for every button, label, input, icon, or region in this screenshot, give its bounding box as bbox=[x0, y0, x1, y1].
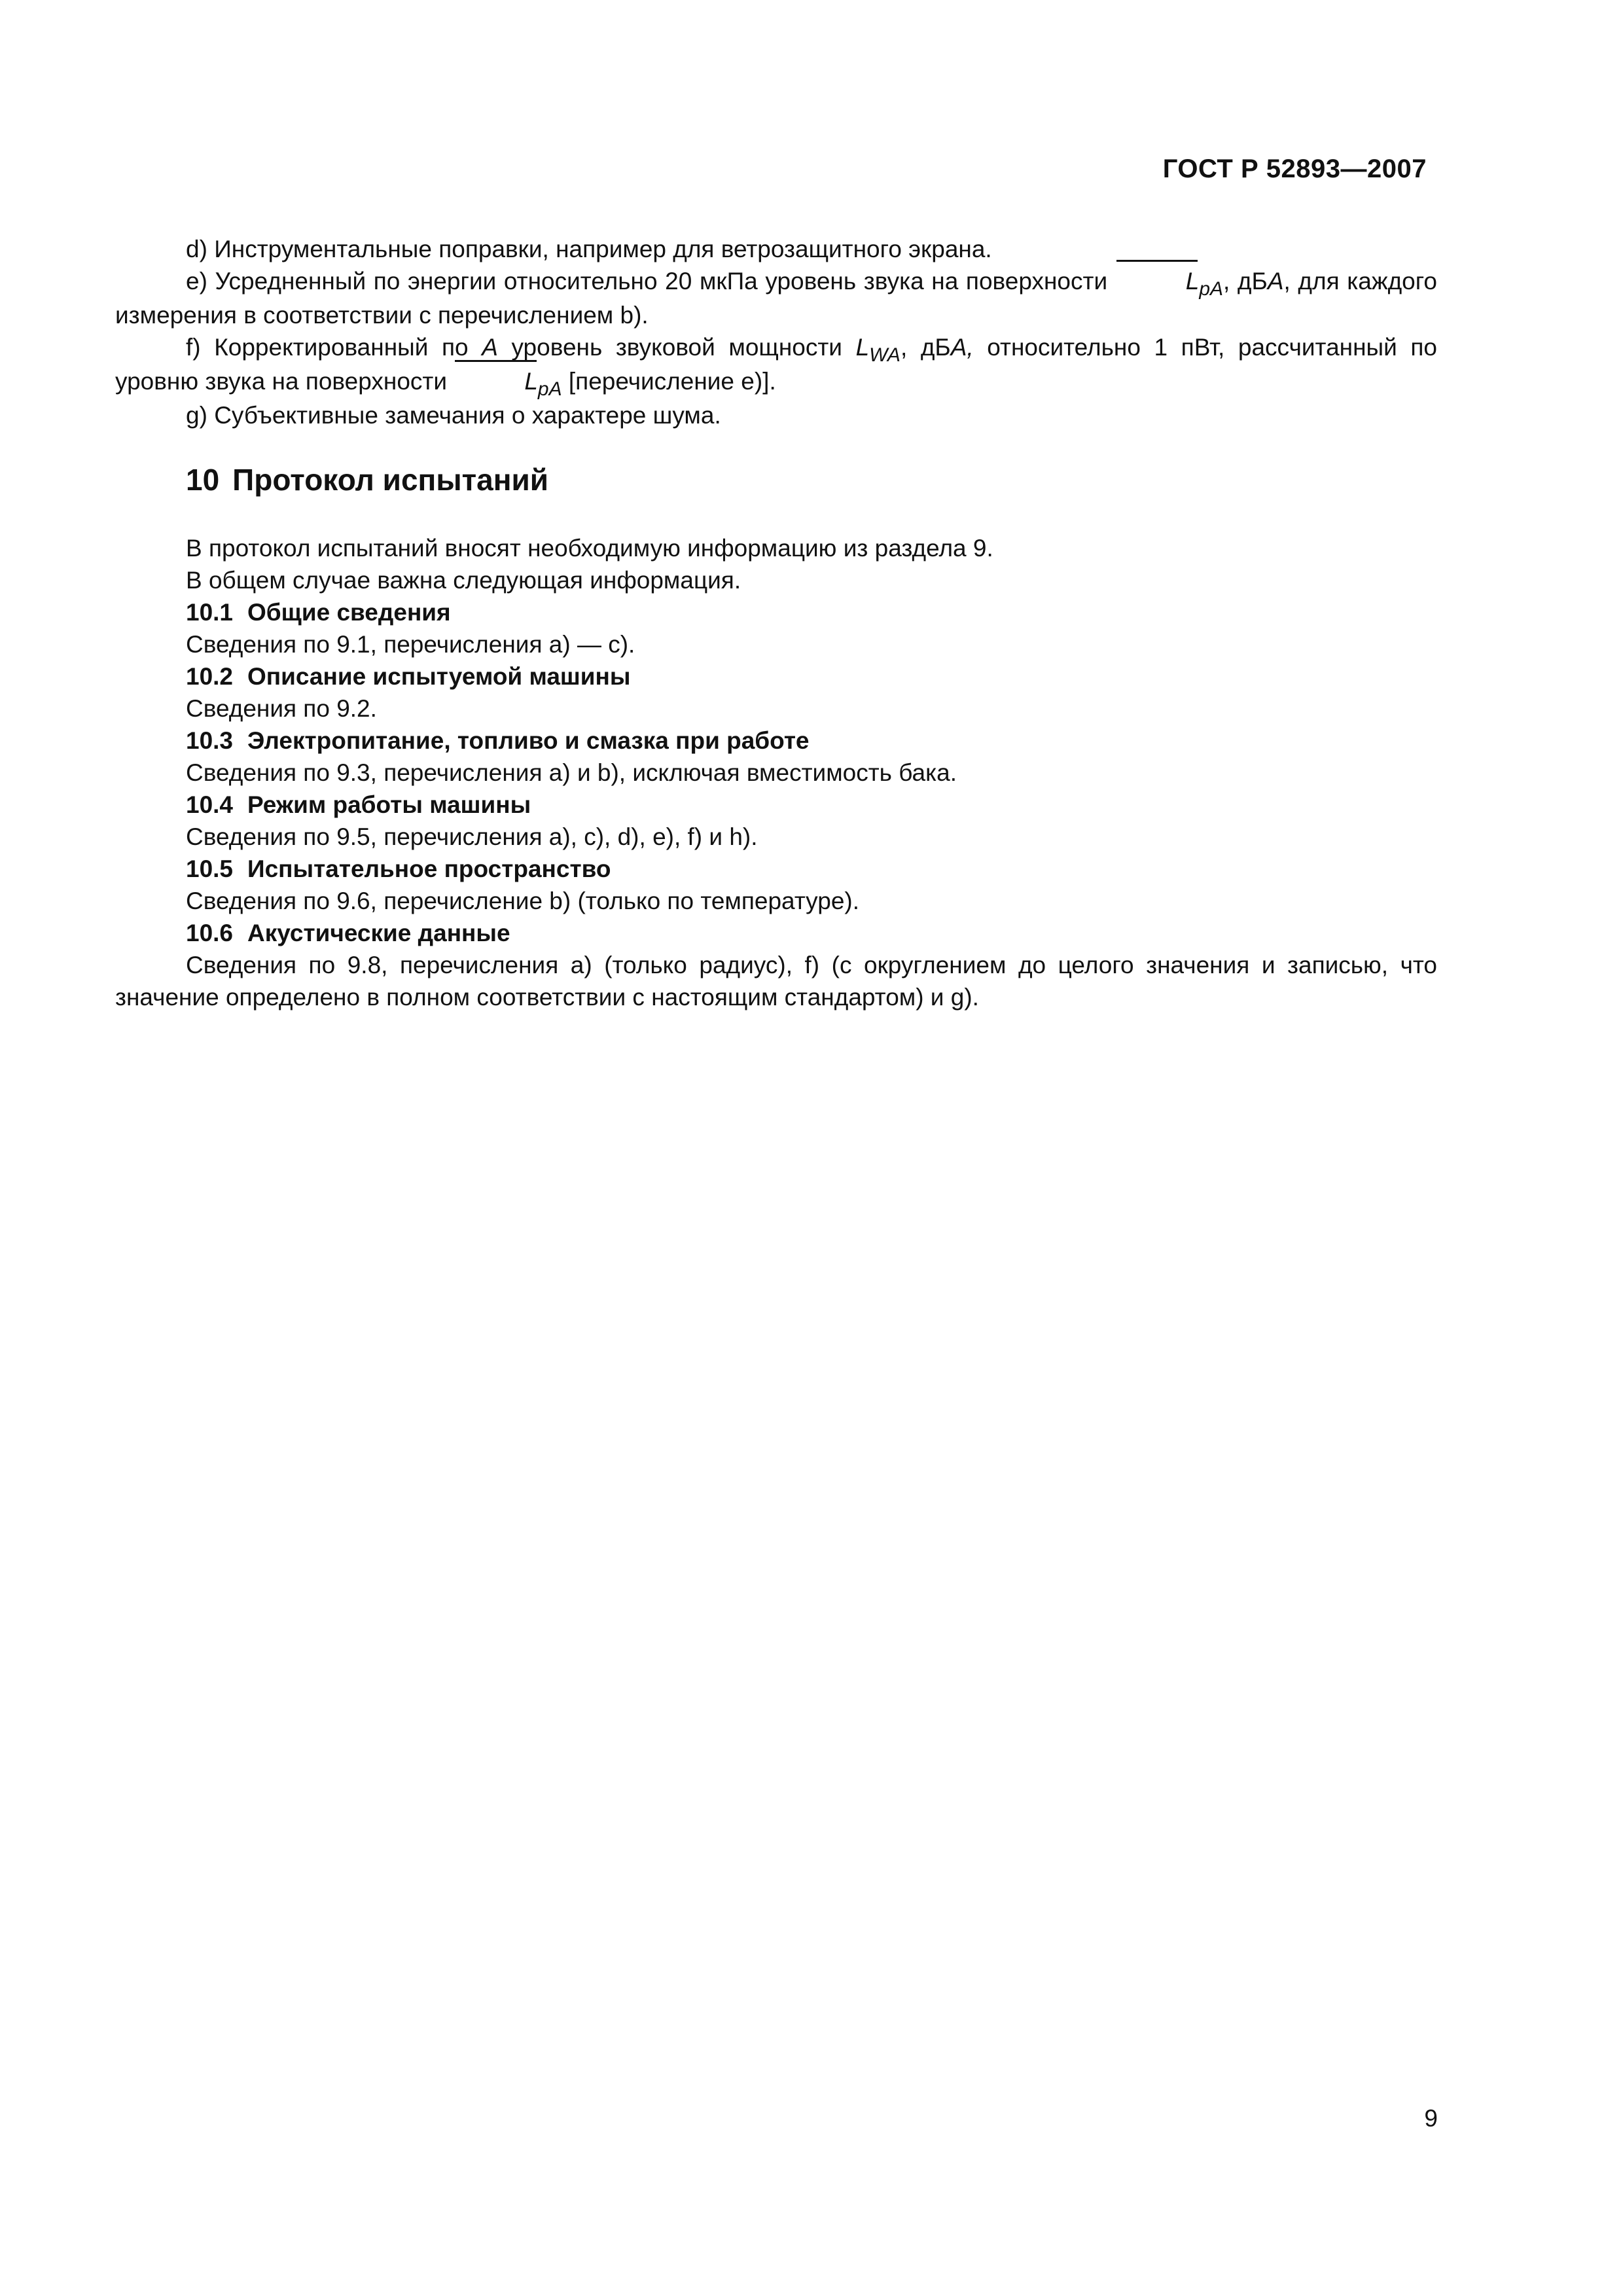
item-text: , для каждого измерения в соответствии с перечислением b). bbox=[115, 268, 1437, 329]
item-text: уровень звуковой мощности bbox=[497, 334, 856, 361]
subsection-text: Сведения по 9.8, перечисления a) (только радиус), f) (с округлением до целого значения и записью, что значение определено в полном соответствии с настоящим стандартом) и g). bbox=[115, 952, 1437, 1011]
intro-line: В общем случае важна следующая информация. bbox=[186, 567, 741, 594]
item-text: относительно 1 пВт, рассчитанный по уровню звука на поверхности bbox=[115, 334, 1437, 395]
subsection-text: Сведения по 9.5, перечисления a), c), d), e), f) и h). bbox=[186, 823, 758, 850]
page-content bbox=[115, 233, 1437, 1013]
subsection-heading: 10.4 Режим работы машины bbox=[186, 791, 531, 818]
subsection-text: Сведения по 9.2. bbox=[186, 695, 377, 722]
section-heading bbox=[115, 461, 1437, 498]
subsection-heading: 10.5 Испытательное пространство bbox=[186, 855, 611, 882]
item-text: Усредненный по энергии относительно 20 мкПа уровень звука на поверхности bbox=[215, 268, 1115, 295]
item-text: Инструментальные поправки, например для ветрозащитного экрана. bbox=[214, 236, 992, 262]
symbol-L: L bbox=[855, 334, 870, 361]
subsection-text: Сведения по 9.6, перечисление b) (только по температуре). bbox=[186, 888, 860, 914]
item-text: , дБ bbox=[900, 334, 951, 361]
section-title: Протокол испытаний bbox=[232, 463, 549, 497]
unit-italic: A bbox=[1267, 268, 1284, 295]
list-item-e bbox=[115, 265, 1437, 331]
symbol-subscript: pA bbox=[1199, 278, 1224, 300]
subsection-text: Сведения по 9.1, перечисления a) — c). bbox=[186, 631, 635, 658]
item-marker: g) bbox=[186, 402, 207, 429]
subsection-heading: 10.1 Общие сведения bbox=[186, 599, 451, 626]
intro-line: В протокол испытаний вносят необходимую информацию из раздела 9. bbox=[186, 535, 993, 562]
unit-italic: A, bbox=[950, 334, 974, 361]
list-item-f bbox=[115, 331, 1437, 399]
item-text: Субъективные замечания о характере шума. bbox=[214, 402, 721, 429]
symbol-subscript: pA bbox=[537, 378, 562, 400]
section-number: 10 bbox=[186, 463, 220, 497]
item-text: [перечисление е)]. bbox=[562, 368, 776, 395]
symbol-subscript: WA bbox=[869, 344, 901, 366]
item-marker: d) bbox=[186, 236, 207, 262]
subsection-heading: 10.2 Описание испытуемой машины bbox=[186, 663, 631, 690]
item-text: Корректированный по bbox=[214, 334, 482, 361]
list-item-d bbox=[115, 233, 1437, 265]
document-code: ГОСТ Р 52893—2007 bbox=[1162, 154, 1427, 183]
subsection-text: Сведения по 9.3, перечисления a) и b), исключая вместимость бака. bbox=[186, 759, 957, 786]
list-item-g bbox=[115, 399, 1437, 431]
weighting-italic: A bbox=[482, 334, 498, 361]
item-marker: e) bbox=[186, 268, 207, 295]
symbol-L-bar: L bbox=[454, 365, 538, 397]
symbol-L-bar: L bbox=[1115, 265, 1200, 297]
item-text: , дБ bbox=[1223, 268, 1268, 295]
item-marker: f) bbox=[186, 334, 201, 361]
subsection-heading: 10.3 Электропитание, топливо и смазка при работе bbox=[186, 727, 810, 754]
subsection-heading: 10.6 Акустические данные bbox=[186, 920, 510, 946]
page-number: 9 bbox=[1424, 2105, 1438, 2132]
